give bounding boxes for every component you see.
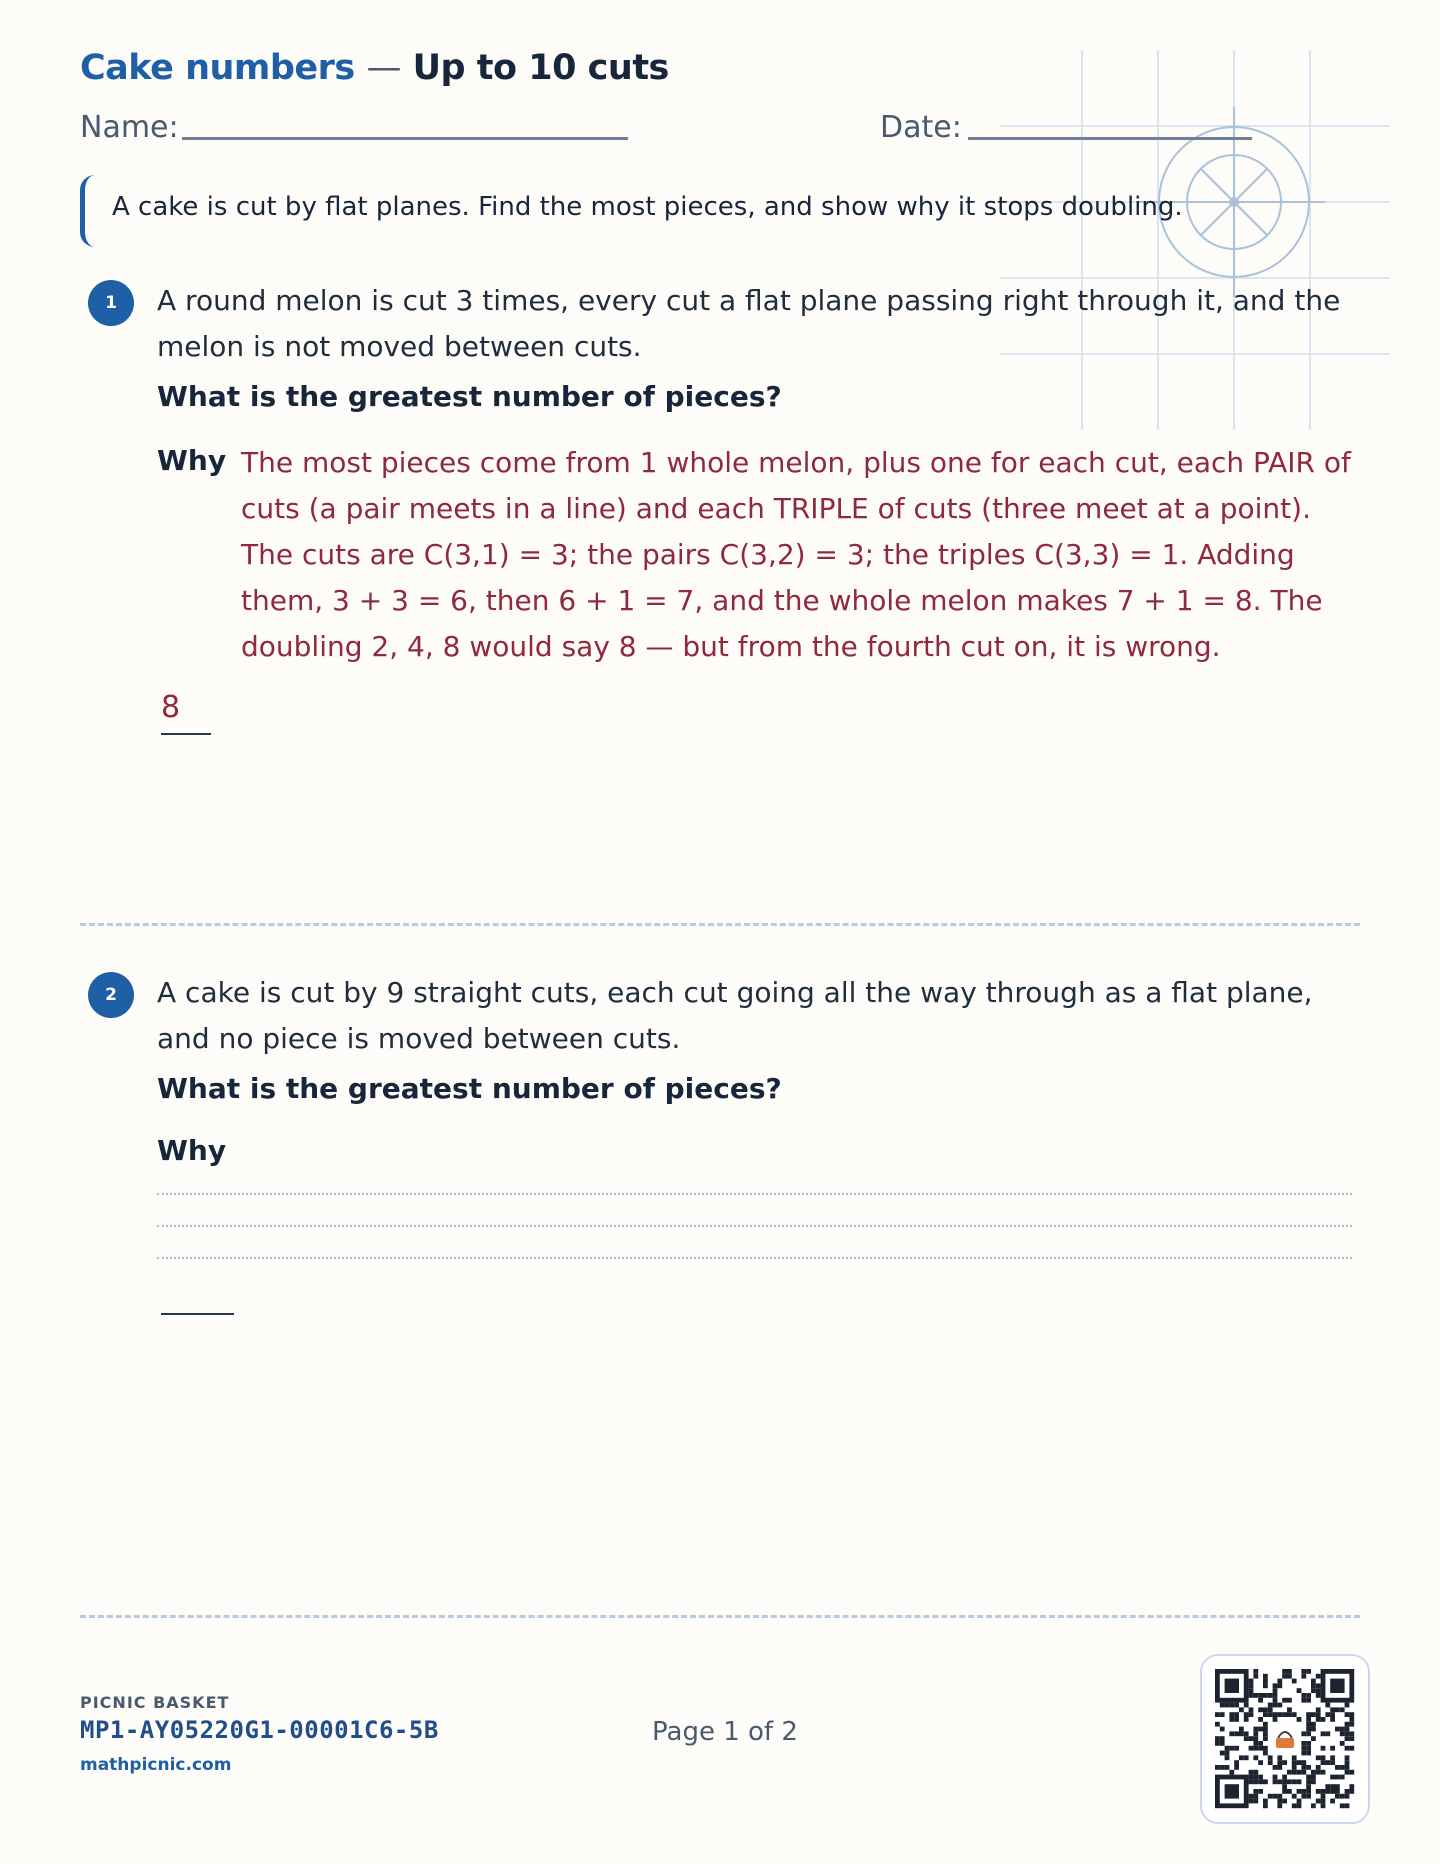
writing-line[interactable]	[157, 1257, 1352, 1259]
title-sub: Up to 10 cuts	[412, 48, 669, 88]
qr-code	[1200, 1654, 1370, 1824]
why-label: Why	[157, 444, 227, 477]
instruction-text: A cake is cut by flat planes. Find the most pieces, and show why it stops doubling.	[112, 192, 1183, 222]
why-label: Why	[157, 1134, 227, 1167]
date-field[interactable]	[968, 137, 1252, 140]
answer-line[interactable]	[161, 733, 211, 735]
qr-code-icon	[1202, 1656, 1368, 1822]
question-text: A round melon is cut 3 times, every cut a flat plane passing right through it, and the melon is not moved between cuts.	[157, 284, 1341, 363]
question-number-badge: 1	[88, 280, 134, 326]
answer-line[interactable]	[161, 1313, 234, 1315]
site-link[interactable]: mathpicnic.com	[80, 1755, 232, 1775]
question-number-badge: 2	[88, 972, 134, 1018]
title-dash: —	[366, 48, 401, 88]
question-ask: What is the greatest number of pieces?	[157, 1072, 782, 1105]
writing-line[interactable]	[157, 1225, 1352, 1227]
question-ask: What is the greatest number of pieces?	[157, 380, 782, 413]
writing-line[interactable]	[157, 1193, 1352, 1195]
instruction-box	[80, 175, 1183, 247]
instruction-bracket	[80, 175, 95, 247]
section-divider	[80, 923, 1360, 926]
date-label: Date:	[880, 110, 962, 145]
why-answer-text: The most pieces come from 1 whole melon, plus one for each cut, each PAIR of cuts (a pair meets in a line) and each TRIPLE of cuts (three meet at a point). The cuts are C(3,1) = 3; the pairs C(3,2) = 3; the triples C(3,3) = 1. Adding them, 3 + 3 = 6, then 6 + 1 = 7, and the whole melon makes 7 + 1 = 8. The doubling 2, 4, 8 would say 8 — but from the fourth cut on, it is wrong.	[241, 446, 1351, 663]
section-divider	[80, 1615, 1360, 1618]
worksheet-code: MP1-AY05220G1-00001C6-5B	[80, 1716, 439, 1744]
brand-label: PICNIC BASKET	[80, 1693, 230, 1712]
title-main: Cake numbers	[80, 48, 355, 88]
page-number: Page 1 of 2	[652, 1717, 798, 1747]
answer-value: 8	[161, 690, 181, 725]
page-title	[80, 48, 669, 88]
name-field[interactable]	[182, 137, 628, 140]
name-label: Name:	[80, 110, 179, 145]
question-text: A cake is cut by 9 straight cuts, each cut going all the way through as a flat plane, and no piece is moved between cuts.	[157, 976, 1313, 1055]
